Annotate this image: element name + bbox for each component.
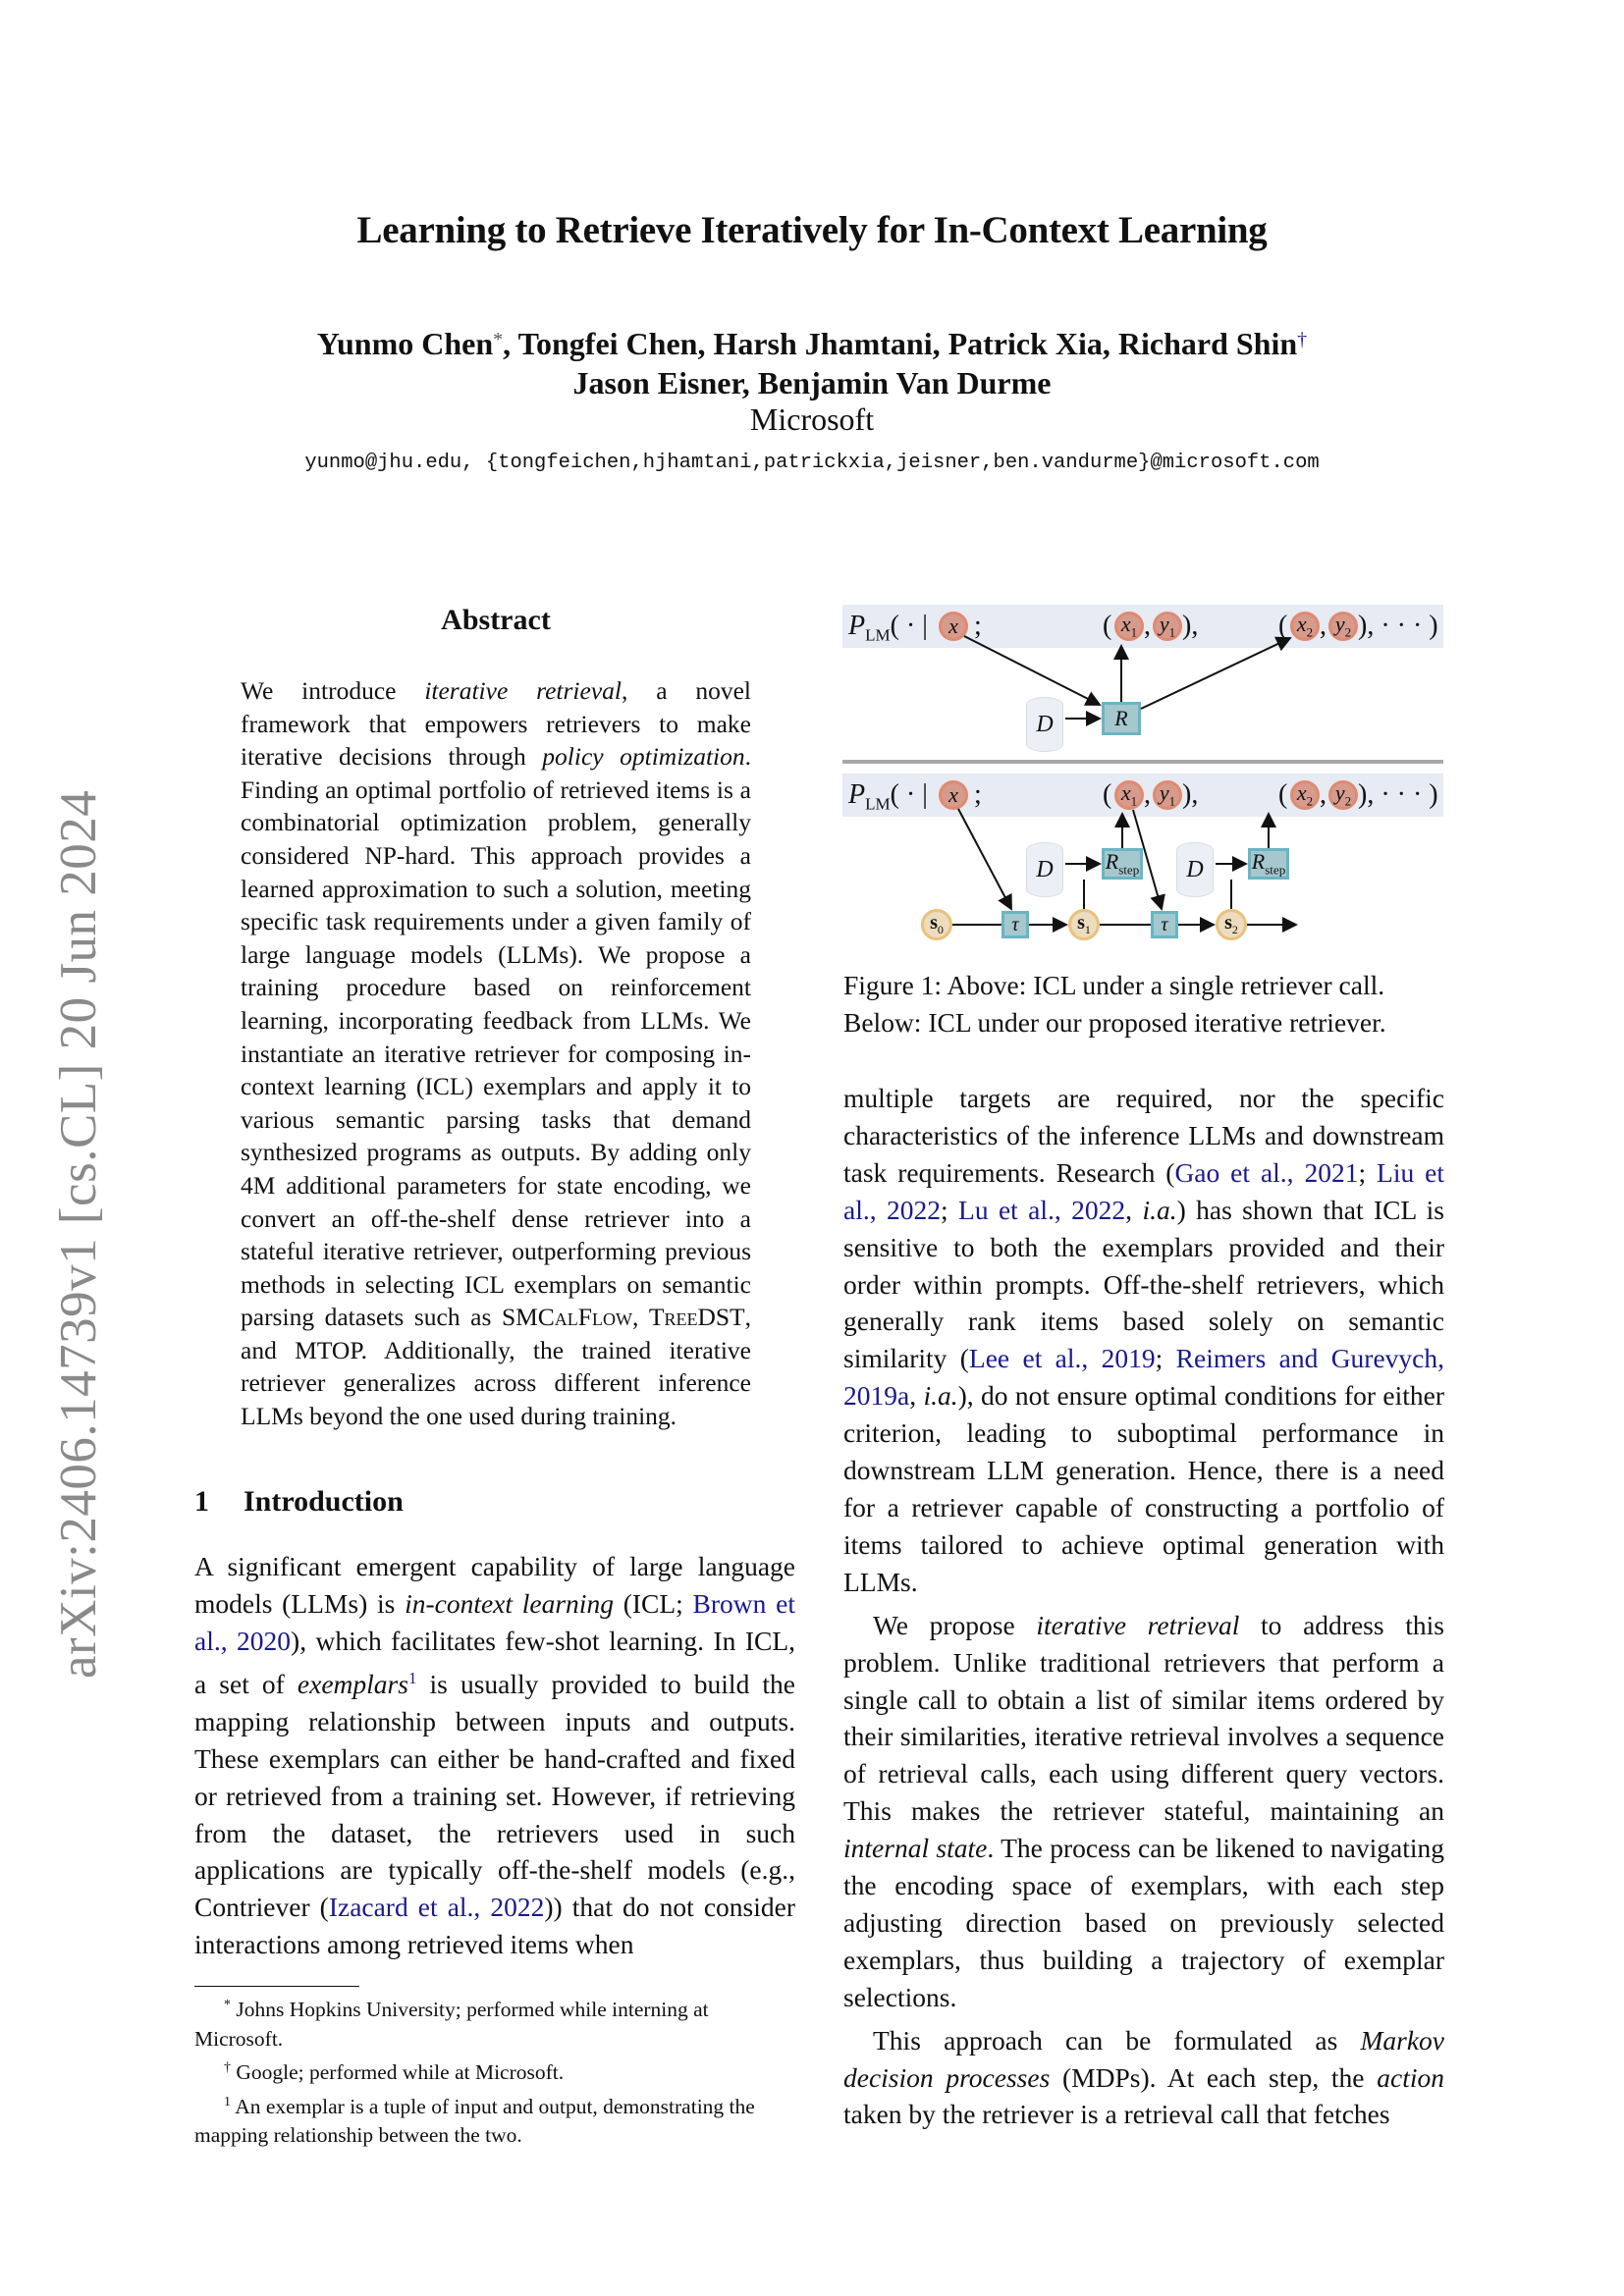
plm-expression-top: $P_{LM}$( · | [848,611,928,645]
citation-link[interactable]: Gao et al., 2021 [1174,1156,1359,1188]
author-name: Harsh Jhamtani [713,326,933,361]
citation-link[interactable]: Lu et al., 2022 [958,1194,1126,1225]
exemplar-node-y1: $y_1$ [1153,780,1182,810]
retriever-step-box-1: $R_{step}$ [1102,848,1143,880]
ellipsis: ), · · · ) [1358,611,1438,641]
section-heading-introduction [194,1485,795,1519]
ellipsis: ), · · · ) [1358,779,1438,810]
semicolon: ; [974,779,982,810]
datastore-icon: D [1026,697,1063,752]
footnote-rule [194,1986,359,1987]
author-line-1: Yunmo Chen*, Tongfei Chen, Harsh Jhamtani, Patrick Xia, Richard Shin† [316,326,1308,361]
affiliation: Microsoft [749,401,875,437]
comma: , [1320,611,1326,641]
exemplar-node-y2: $y_2$ [1328,612,1358,641]
intro-paragraph-2: We propose iterative retrieval to address this problem. Unlike traditional retrievers that perform a single call to obtain a list of similar items ordered by their similarities, iterative retrieval involves a sequence of retrieval calls, each using different query vectors. This makes the retriever stateful, maintaining an internal state. The process can be likened to navigating the encoding space of exemplars, with each step adjusting direction based on previously selected exemplars, thus building a trajectory of exemplar selections. [843,1609,1444,2012]
paren-close: ), [1182,779,1199,810]
transition-box-1: τ [1001,911,1029,938]
diagram-arrows [842,601,1443,954]
paren-open: ( [1278,779,1288,810]
section-number: 1 [194,1485,209,1518]
footnote-ref[interactable]: 1 [407,1668,417,1687]
citation-link[interactable]: Reimers and Gurevych, 2019a [843,1343,1445,1412]
query-node-x: x [939,612,968,641]
datastore-icon: D [1026,842,1063,897]
footnotes [194,1991,795,2151]
intro-col1-text [194,1548,795,1963]
abstract-heading: Abstract [441,604,551,636]
datastore-icon: D [1176,842,1214,897]
comma: , [1320,779,1326,810]
plm-expression-bottom: $P_{LM}$( · | [848,779,928,814]
retriever-step-box-2: $R_{step}$ [1248,848,1289,880]
state-node-s0: $s_0$ [921,909,952,940]
citation-link[interactable]: Izacard et al., 2022 [328,1892,545,1923]
citation-link[interactable]: Liu et al., 2022 [843,1156,1444,1225]
author-line-2: Jason Eisner, Benjamin Van Durme [572,365,1052,400]
intro-paragraph-3: This approach can be formulated as Markov decision processes (MDPs). At each step, the action taken by the retriever is a retrieval call that fetches [843,2024,1444,2130]
state-node-s1: $s_1$ [1068,909,1100,940]
exemplar-node-x1: $x_1$ [1114,780,1144,810]
author-name: Tongfei Chen [517,326,698,361]
intro-paragraph-1: A significant emergent capability of large language models (LLMs) is in-context learning (ICL; Brown et al., 2020), which facilitates few-shot learning. In ICL, a set of exemplars$^1$ is usually provided to build the mapping relationship between inputs and outputs. These exemplars can either be hand-crafted and fixed or retrieved from a training set. However, if retrieving from the dataset, the retrievers used in such applications are typically off-the-shelf models (e.g., Contriever (Izacard et al., 2022)) that do not consider interactions among retrieved items when [194,1551,795,1960]
abstract-paragraph: We introduce iterative retrieval, a novel framework that empowers retrievers to make iterative decisions through policy optimization. Finding an optimal portfolio of retrieved items is a combinatorial optimization problem, generally considered NP-hard. This approach provides a learned approximation to such a solution, meeting specific task requirements under a given family of large language models (LLMs). We propose a training procedure based on reinforcement learning, incorporating feedback from LLMs. We instantiate an iterative retriever for composing in-context learning (ICL) exemplars and apply it to various semantic parsing tasks that demand synthesized programs as outputs. By adding only 4M additional parameters for state encoding, we convert an off-the-shelf dense retriever into a stateful iterative retriever, outperforming previous methods in selecting ICL exemplars on semantic parsing datasets such as SMCalFlow, TreeDST, and MTOP. Additionally, the trained iterative retriever generalizes across different inference LLMs beyond the one used during training. [241,676,752,1431]
comma: , [1144,779,1151,810]
comma: , [1144,611,1151,641]
section-title: Introduction [244,1485,404,1518]
figure-1-caption: Figure 1: Above: ICL under a single retriever call. Below: ICL under our proposed iterative retriever. [843,970,1386,1038]
footnote: * Johns Hopkins University; performed while interning at Microsoft. [194,1998,709,2051]
paren-open: ( [1278,611,1288,641]
author-name: Yunmo Chen [316,326,494,361]
abstract-body [241,674,751,1433]
arxiv-identifier-stamp: arXiv:2406.14739v1 [cs.CL] 20 Jun 2024 [50,789,107,1679]
exemplar-node-y2: $y_2$ [1328,780,1358,810]
citation-link[interactable]: Brown et al., 2020 [194,1587,795,1656]
exemplar-node-y1: $y_1$ [1153,612,1182,641]
query-node-x: x [939,780,968,810]
footnote: † Google; performed while at Microsoft. [224,2060,565,2085]
semicolon: ; [974,611,982,641]
retriever-box: R [1102,702,1141,735]
paren-open: ( [1103,611,1112,641]
figure-1-diagram [842,601,1443,954]
author-emails: yunmo@jhu.edu, {tongfeichen,hjhamtani,patrickxia,jeisner,ben.vandurme}@microsoft.com [304,452,1320,474]
author-name: Richard Shin [1117,326,1298,361]
paren-close: ), [1182,611,1199,641]
citation-link[interactable]: Lee et al., 2019 [968,1343,1156,1374]
footnote: $^1$ An exemplar is a tuple of input and output, demonstrating the mapping relationship between the two. [194,2094,755,2148]
paper-title: Learning to Retrieve Iteratively for In-Context Learning [356,209,1268,251]
intro-col2-text [843,1080,1444,2133]
exemplar-node-x2: $x_2$ [1290,780,1320,810]
paren-open: ( [1103,779,1112,810]
transition-box-2: τ [1151,911,1178,938]
author-name: Patrick Xia [947,326,1103,361]
intro-paragraph-continued: multiple targets are required, nor the specific characteristics of the inference LLMs and downstream task requirements. Research (Gao et al., 2021; Liu et al., 2022; Lu et al., 2022, i.a.) has shown that ICL is sensitive to both the exemplars provided and their order within prompts. Off-the-shelf retrievers, which generally rank items based solely on semantic similarity (Lee et al., 2019; Reimers and Gurevych, 2019a, i.a.), do not ensure optimal conditions for either criterion, leading to suboptimal performance in downstream LLM generation. Hence, there is a need for a retriever capable of constructing a portfolio of items tailored to achieve optimal generation with LLMs. [843,1083,1445,1597]
exemplar-node-x1: $x_1$ [1114,612,1144,641]
state-node-s2: $s_2$ [1216,909,1247,940]
author-list [0,324,1624,402]
exemplar-node-x2: $x_2$ [1290,612,1320,641]
